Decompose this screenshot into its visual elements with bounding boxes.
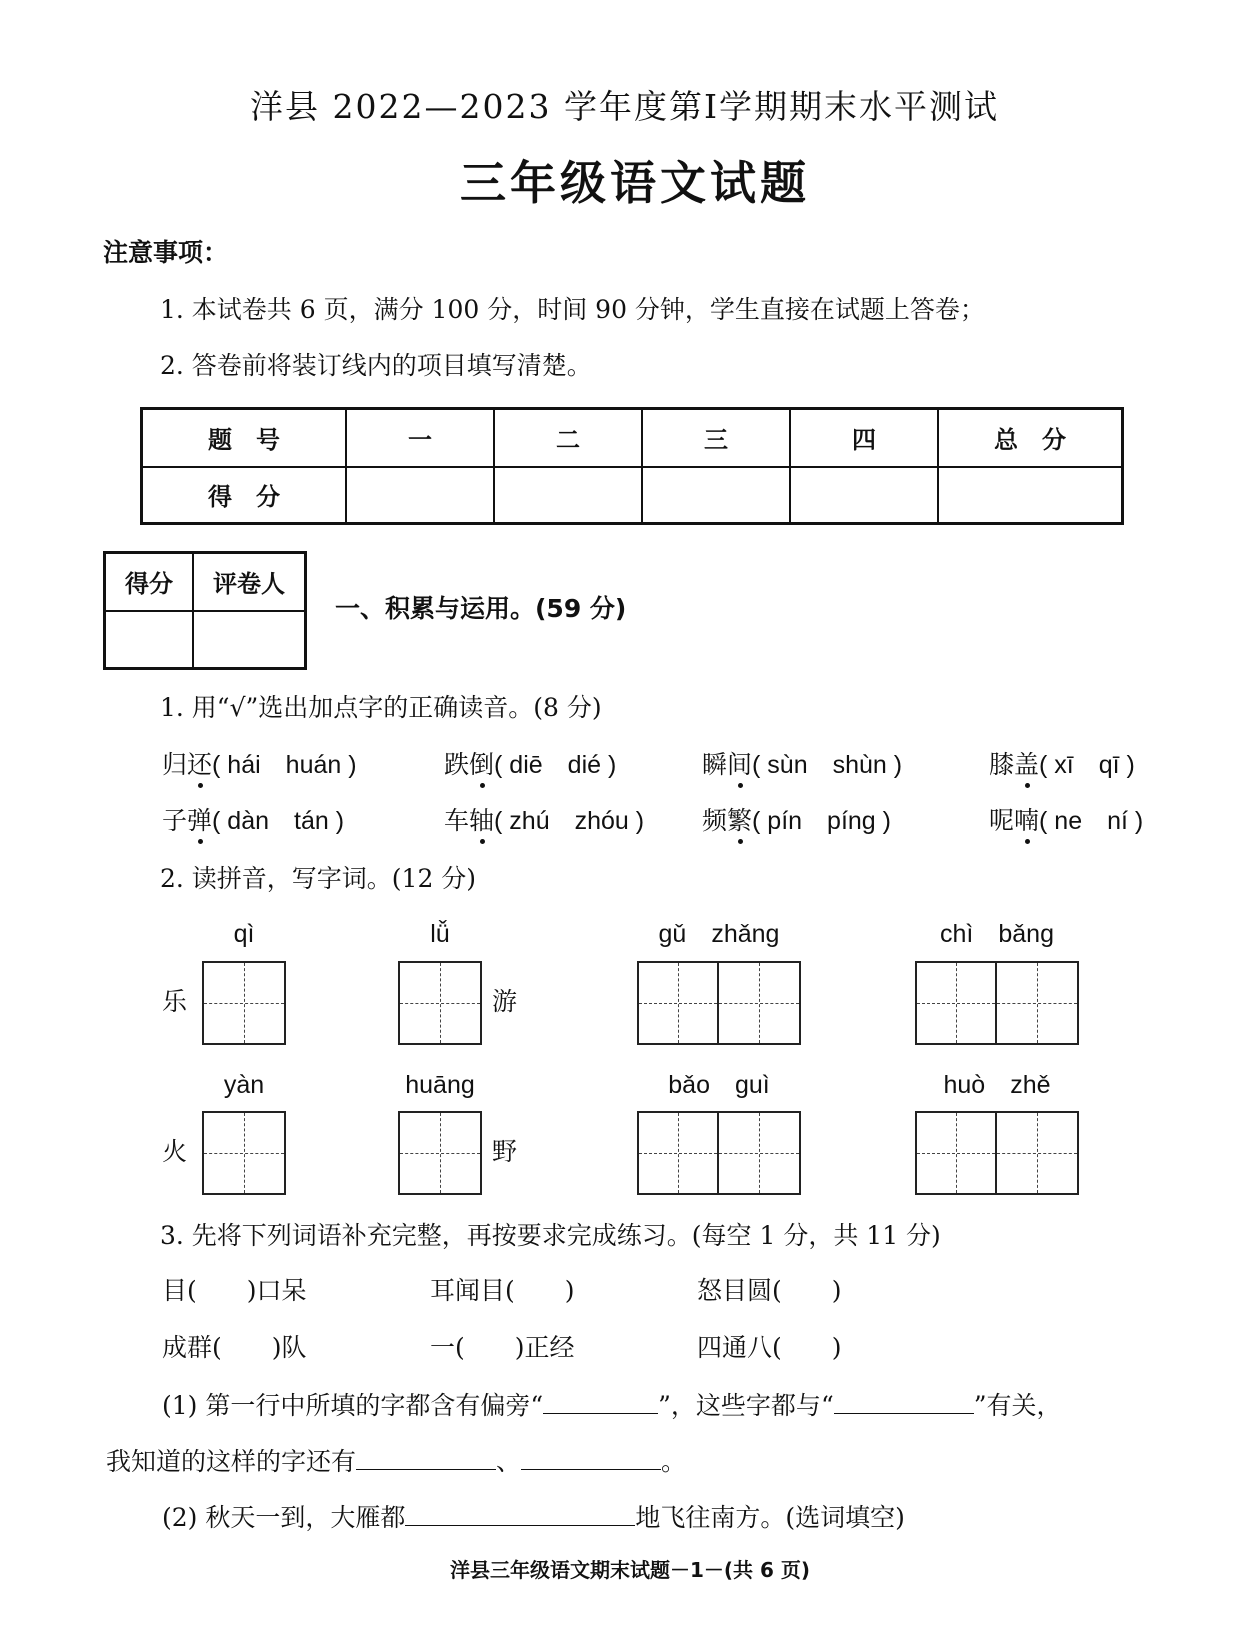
dotted-char: 间: [727, 750, 753, 779]
text: ”，这些字都与“: [658, 1391, 834, 1420]
notice-item: 2. 答卷前将装订线内的项目填写清楚。: [160, 351, 592, 380]
grid-cell[interactable]: [400, 1113, 480, 1193]
idiom-item: 怒目圆( ): [697, 1276, 842, 1305]
char: 车: [444, 806, 470, 835]
grader-score-cell[interactable]: [105, 611, 194, 669]
idiom-item: 耳闻目( ): [430, 1276, 575, 1305]
word-prefix: 火: [162, 1137, 188, 1166]
pinyin: huò zhě: [943, 1071, 1051, 1099]
grader-name-cell[interactable]: [193, 611, 306, 669]
grid-cell[interactable]: [719, 1113, 799, 1193]
idiom-item: 目( )口呆: [162, 1276, 307, 1305]
pinyin-options: ( sùn shùn ): [752, 751, 903, 779]
reading-item[interactable]: [162, 808, 344, 834]
reading-item[interactable]: [162, 752, 357, 778]
reading-item[interactable]: [989, 808, 1143, 834]
sub-question-2: [162, 1503, 905, 1530]
word-suffix: 游: [492, 987, 518, 1016]
text: 我知道的这样的字还有: [106, 1447, 357, 1476]
dotted-char: 倒: [469, 750, 495, 779]
char: 跌: [444, 750, 470, 779]
score-table: [140, 407, 1124, 525]
text: ”有关，: [973, 1391, 1062, 1420]
grader-box: [103, 551, 307, 670]
question-title: 3. 先将下列词语补充完整，再按要求完成练习。(每空 1 分，共 11 分): [160, 1221, 941, 1250]
grader-name-label: 评卷人: [193, 553, 306, 611]
exam-title-line1: 洋县 2022—2023 学年度第Ⅰ学期期末水平测试: [250, 87, 999, 126]
pinyin-options: ( dàn tán ): [212, 807, 345, 835]
writing-grid[interactable]: [202, 1111, 286, 1195]
grid-cell[interactable]: [997, 963, 1077, 1043]
writing-grid[interactable]: [398, 1111, 482, 1195]
dotted-char: 喃: [1014, 806, 1040, 835]
answer-blank[interactable]: [543, 1391, 658, 1414]
answer-blank[interactable]: [521, 1447, 661, 1470]
pinyin: yàn: [223, 1071, 265, 1099]
score-header: 二: [494, 409, 642, 467]
text: 、: [496, 1447, 522, 1476]
score-row-label: 得 分: [142, 467, 347, 524]
sub-question-1-cont: [106, 1447, 686, 1474]
grid-cell[interactable]: [997, 1113, 1077, 1193]
reading-item[interactable]: [444, 752, 616, 778]
score-header: 总 分: [938, 409, 1123, 467]
dotted-char: 弹: [187, 806, 213, 835]
word-suffix: 野: [492, 1137, 518, 1166]
char: 瞬: [702, 750, 728, 779]
answer-blank[interactable]: [834, 1391, 974, 1414]
char: 子: [162, 806, 188, 835]
pinyin-options: ( hái huán ): [212, 751, 357, 779]
question-title: 1. 用“√”选出加点字的正确读音。(8 分): [160, 693, 602, 722]
score-cell[interactable]: [346, 467, 494, 524]
notice-heading: 注意事项：: [103, 238, 229, 267]
pinyin-options: ( xī qī ): [1039, 751, 1135, 779]
page-footer: 洋县三年级语文期末试题－1－(共 6 页): [450, 1558, 811, 1582]
score-header: 一: [346, 409, 494, 467]
reading-item[interactable]: [702, 752, 902, 778]
grader-score-label: 得分: [105, 553, 194, 611]
idiom-item: 一( )正经: [430, 1333, 575, 1362]
score-cell[interactable]: [790, 467, 938, 524]
reading-item[interactable]: [702, 808, 891, 834]
pinyin: chì bǎng: [940, 920, 1054, 948]
sub-question-1: [162, 1391, 1062, 1418]
writing-grid[interactable]: [637, 1111, 801, 1195]
pinyin: qì: [233, 920, 255, 948]
pinyin: lǚ: [430, 920, 450, 948]
score-header: 题 号: [142, 409, 347, 467]
score-header: 三: [642, 409, 790, 467]
char: 呢: [989, 806, 1015, 835]
score-cell[interactable]: [938, 467, 1123, 524]
answer-blank[interactable]: [405, 1503, 635, 1526]
answer-blank[interactable]: [356, 1447, 496, 1470]
writing-grid[interactable]: [637, 961, 801, 1045]
reading-item[interactable]: [444, 808, 644, 834]
char: 频: [702, 806, 728, 835]
char: 膝: [989, 750, 1015, 779]
text: 。: [661, 1447, 687, 1476]
text: (1) 第一行中所填的字都含有偏旁“: [162, 1391, 544, 1420]
question-title: 2. 读拼音，写字词。(12 分): [160, 864, 477, 893]
grid-cell[interactable]: [204, 963, 284, 1043]
notice-item: 1. 本试卷共 6 页，满分 100 分，时间 90 分钟，学生直接在试题上答卷；: [160, 295, 985, 324]
word-prefix: 乐: [162, 987, 188, 1016]
pinyin: bǎo guì: [668, 1071, 770, 1099]
writing-grid[interactable]: [398, 961, 482, 1045]
idiom-item: 成群( )队: [162, 1333, 307, 1362]
exam-title: 三年级语文试题: [460, 156, 810, 210]
text: (2) 秋天一到，大雁都: [162, 1503, 406, 1532]
grid-cell[interactable]: [917, 1113, 997, 1193]
dotted-char: 繁: [727, 806, 753, 835]
grid-cell[interactable]: [204, 1113, 284, 1193]
dotted-char: 还: [187, 750, 213, 779]
grid-cell[interactable]: [639, 1113, 719, 1193]
pinyin-options: ( ne ní ): [1039, 807, 1144, 835]
grid-cell[interactable]: [719, 963, 799, 1043]
grid-cell[interactable]: [917, 963, 997, 1043]
pinyin-options: ( pín píng ): [752, 807, 891, 835]
dotted-char: 盖: [1014, 750, 1040, 779]
writing-grid[interactable]: [202, 961, 286, 1045]
score-cell[interactable]: [494, 467, 642, 524]
pinyin-options: ( diē dié ): [494, 751, 617, 779]
pinyin-options: ( zhú zhóu ): [494, 807, 645, 835]
dotted-char: 轴: [469, 806, 495, 835]
writing-grid[interactable]: [915, 961, 1079, 1045]
pinyin: gǔ zhǎng: [658, 920, 780, 948]
writing-grid[interactable]: [915, 1111, 1079, 1195]
text: 地飞往南方。(选词填空): [635, 1503, 905, 1532]
grid-cell[interactable]: [639, 963, 719, 1043]
section-title: 一、积累与运用。(59 分): [335, 594, 627, 623]
score-cell[interactable]: [642, 467, 790, 524]
grid-cell[interactable]: [400, 963, 480, 1043]
char: 归: [162, 750, 188, 779]
reading-item[interactable]: [989, 752, 1135, 778]
score-header: 四: [790, 409, 938, 467]
pinyin: huāng: [405, 1071, 475, 1099]
idiom-item: 四通八( ): [697, 1333, 842, 1362]
